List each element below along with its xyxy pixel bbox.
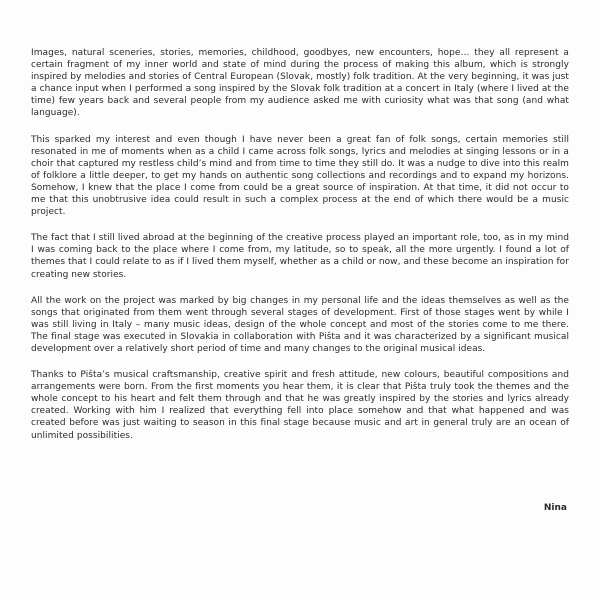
paragraph-2: This sparked my interest and even though I have never been a great fan of folk songs, certain memories still resonated in me of moments when as a child I came across folk songs, lyrics and melodies at singing lessons or in a choir that captured my restless child’s mind and from time to time they still do. It was a nudge to dive into this realm of folklore a little deeper, to get my hands on authentic song collections and recordings and to expand my horizons. Somehow, I knew that the place I come from could be a great source of inspiration. At that time, it did not occur to me that this unobtrusive idea could result in such a complex process at the end of which there would be a music project. <box>31 134 569 218</box>
paragraph-1: Images, natural sceneries, stories, memories, childhood, goodbyes, new encounters, hope… they all represent a certain fragment of my inner world and state of mind during the process of making this album, which is strongly inspired by melodies and stories of Central European (Slovak, mostly) folk tradition. At the very beginning, it was just a chance input when I performed a song inspired by the Slovak folk tradition at a concert in Italy (where I lived at the time) few years back and several people from my audience asked me with curiosity what was that song (and what language). <box>31 48 569 119</box>
signature: Nina <box>543 503 567 513</box>
paragraph-4: All the work on the project was marked by big changes in my personal life and the ideas themselves as well as the songs that originated from them went through several stages of development. First of those stages went by while I was still living in Italy – many music ideas, design of the whole concept and most of the stories come to me there. The final stage was executed in Slovakia in collaboration with Pišta and it was characterized by a significant musical development over a relatively short period of time and many changes to the original musical ideas. <box>31 295 569 354</box>
paragraph-5: Thanks to Pišta’s musical craftsmanship, creative spirit and fresh attitude, new colours, beautiful compositions and arrangements were born. From the first moments you hear them, it is clear that Pišta truly took the themes and the whole concept to his heart and felt them through and that he was greatly inspired by the stories and lyrics already created. Working with him I realized that everything fell into place somehow and that what happened and was created before was just waiting to season in this final stage because music and art in general truly are an ocean of unlimited possibilities. <box>31 370 569 441</box>
body-text <box>31 47 569 456</box>
paragraph-3: The fact that I still lived abroad at the beginning of the creative process played an important role, too, as in my mind I was coming back to the place where I come from, my latitude, so to speak, all the more urgently. I found a lot of themes that I could relate to as if I lived them myself, whether as a child or now, and these become an inspiration for creating new stories. <box>31 233 569 280</box>
